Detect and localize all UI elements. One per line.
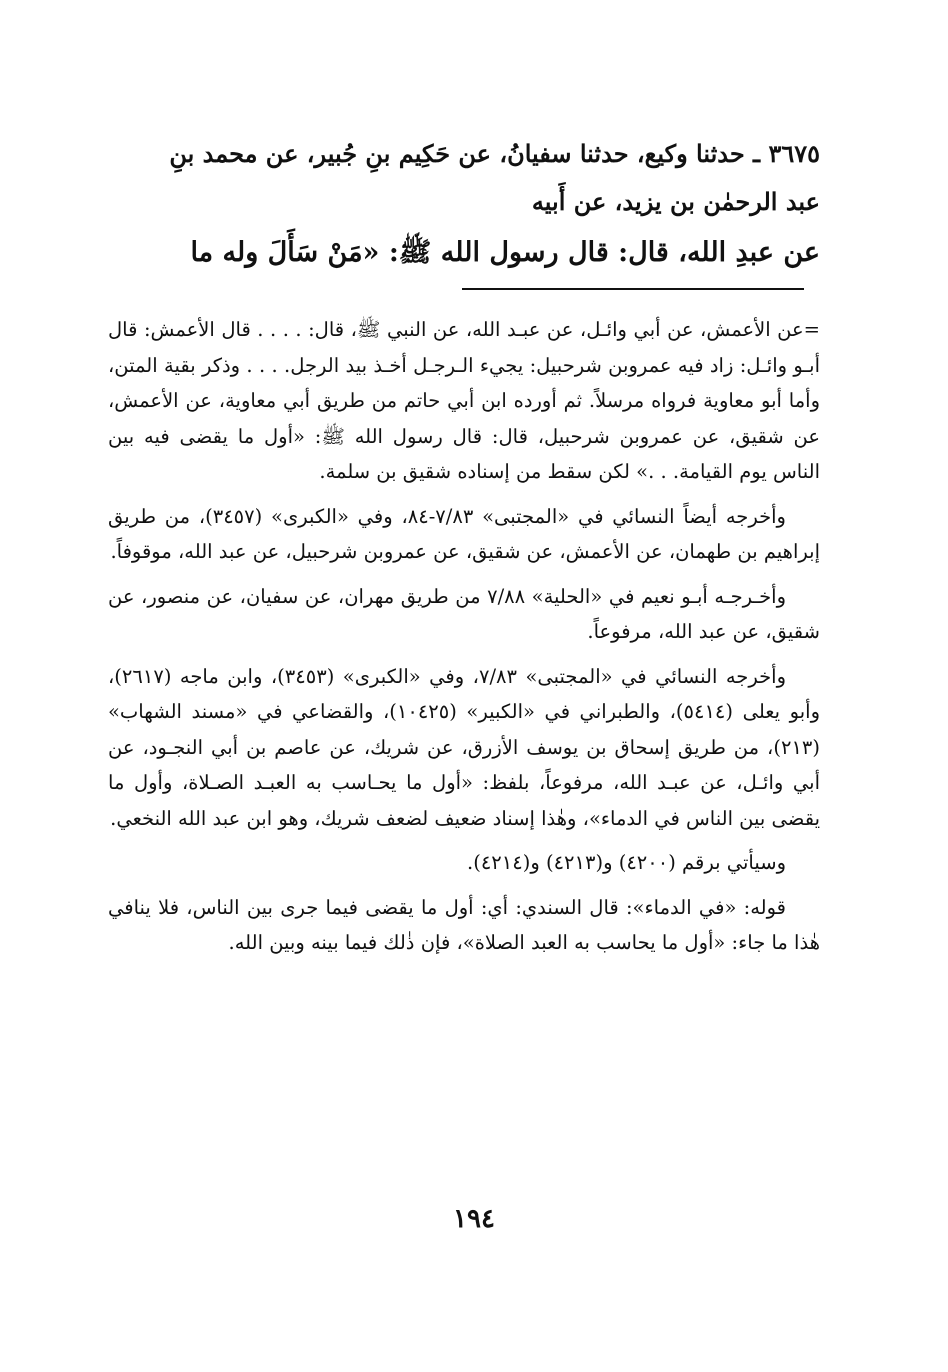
footnote-paragraph: =عن الأعمش، عن أبي وائـل، عن عبـد الله، عن النبي ﷺ، قال: . . . . قال الأعمش: قال أبـو وائـل: زاد فيه عمروبن شرحبيل: يجيء الـرجـل أخـذ بيد الرجل. . . . وذكر بقية المتن، وأما أبو معاوية فرواه مرسلاً. ثم أورده ابن أبي حاتم من طريق أبي معاوية، عن الأعمش، عن شقيق، عن عمروبن شرحبيل، قال: قال رسول الله ﷺ: «أول ما يقضى فيه بين الناس يوم القيامة. . .» لكن سقط من إسناده شقيق بن سلمة. xyxy=(108,318,820,483)
hadith-line-1: ٣٦٧٥ ـ حدثنا وكيع، حدثنا سفيانُ، عن حَكِيم بنِ جُبير، عن محمد بنِ xyxy=(169,139,820,168)
footnote-separator xyxy=(462,288,804,290)
page-number: ١٩٤ xyxy=(453,1204,495,1234)
hadith-line-3: عن عبدِ الله، قال: قال رسول الله ﷺ: «مَنْ سَأَلَ وله ما xyxy=(190,237,820,268)
footnote-paragraph: قوله: «في الدماء»: قال السندي: أي: أول ما يقضى فيما جرى بين الناس، فلا ينافي هٰذا ما جاء: «أول ما يحاسب به العبد الصلاة»، فإن ذٰلك فيما بينه وبين الله. xyxy=(108,895,820,954)
footnote-paragraph: وأخـرجـه أبـو نعيم في «الحلية» ٧/٨٨ من طريق مهران، عن سفيان، عن منصور، عن شقيق، عن عبد الله، مرفوعاً. xyxy=(108,584,820,643)
hadith-line-2: عبد الرحمٰن بن يزيد، عن أَبيه xyxy=(531,187,820,216)
hadith-text xyxy=(108,130,820,280)
footnotes xyxy=(108,312,820,970)
footnote-paragraph: وأخرجه النسائي في «المجتبى» ٧/٨٣، وفي «الكبرى» (٣٤٥٣)، وابن ماجه (٢٦١٧)، وأبو يعلى (٥٤١٤)، والطبراني في «الكبير» (١٠٤٢٥)، والقضاعي في «مسند الشهاب» (٢١٣)، من طريق إسحاق بن يوسف الأزرق، عن شريك، عن عاصم بن أبي النجـود، عن أبي وائـل، عن عبـد الله، مرفوعاً، بلفظ: «أول ما يحـاسب به العبـد الصـلاة، وأول ما يقضى بين الناس في الدماء»، وهٰذا إسناد ضعيف لضعف شريك، وهو ابن عبد الله النخعي. xyxy=(108,664,820,830)
footnote-paragraph: وأخرجه أيضاً النسائي في «المجتبى» ٧/٨٣-٨٤، وفي «الكبرى» (٣٤٥٧)، من طريق إبراهيم بن طهمان، عن الأعمش، عن شقيق، عن عمروبن شرحبيل، عن عبد الله، موقوفاً. xyxy=(108,504,820,563)
footnote-paragraph: وسيأتي برقم (٤٢٠٠) و(٤٢١٣) و(٤٢١٤). xyxy=(467,851,786,874)
